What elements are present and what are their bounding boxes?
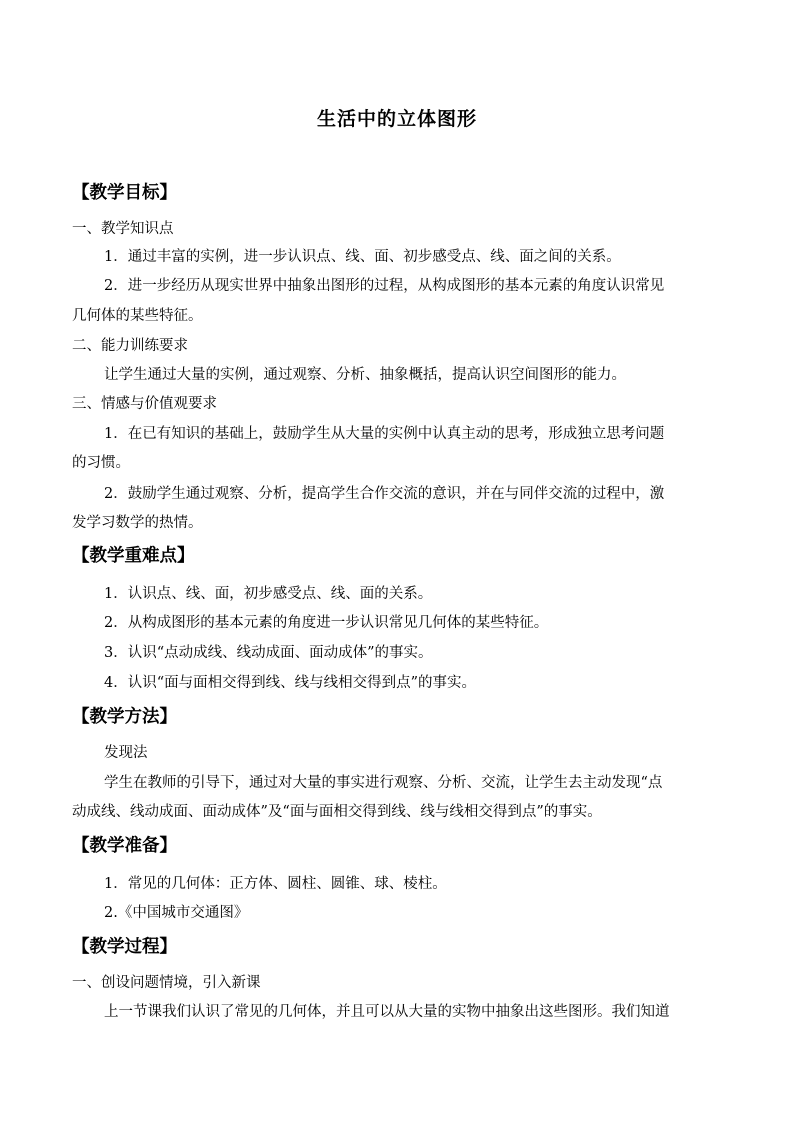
list-item: 2.《中国城市交通图》 <box>104 905 249 921</box>
paragraph: 学生在教师的引导下，通过对大量的事实进行观察、分析、交流，让学生去主动发现“点 <box>104 775 663 791</box>
section-heading-process: 【教学过程】 <box>72 937 177 957</box>
paragraph: 1．通过丰富的实例，进一步认识点、线、面、初步感受点、线、面之间的关系。 <box>104 249 621 265</box>
paragraph-continuation: 的习惯。 <box>72 455 130 471</box>
section-heading-methods: 【教学方法】 <box>72 707 177 727</box>
section-heading-key-points: 【教学重难点】 <box>72 546 195 566</box>
paragraph-continuation: 动成线、线动成面、面动成体”及“面与面相交得到线、线与线相交得到点”的事实。 <box>72 804 602 820</box>
paragraph: 发现法 <box>104 745 148 761</box>
section-heading-preparation: 【教学准备】 <box>72 836 177 856</box>
subheading-ability: 二、能力训练要求 <box>72 338 188 354</box>
subheading-introduction: 一、创设问题情境，引入新课 <box>72 975 261 991</box>
paragraph-continuation: 发学习数学的热情。 <box>72 515 203 531</box>
list-item: 1．常见的几何体：正方体、圆柱、圆锥、球、棱柱。 <box>104 876 447 892</box>
list-item: 2．从构成图形的基本元素的角度进一步认识常见几何体的某些特征。 <box>104 615 549 631</box>
paragraph: 让学生通过大量的实例，通过观察、分析、抽象概括，提高认识空间图形的能力。 <box>104 367 626 383</box>
list-item: 4．认识“面与面相交得到线、线与线相交得到点”的事实。 <box>104 675 477 691</box>
section-heading-objectives: 【教学目标】 <box>72 183 177 203</box>
subheading-emotion-values: 三、情感与价值观要求 <box>72 396 217 412</box>
page-title: 生活中的立体图形 <box>316 108 477 130</box>
subheading-knowledge-points: 一、教学知识点 <box>72 221 174 237</box>
paragraph: 2．进一步经历从现实世界中抽象出图形的过程，从构成图形的基本元素的角度认识常见 <box>104 278 665 294</box>
paragraph-continuation: 几何体的某些特征。 <box>72 308 203 324</box>
list-item: 3．认识“点动成线、线动成面、面动成体”的事实。 <box>104 645 433 661</box>
paragraph: 上一节课我们认识了常见的几何体，并且可以从大量的实物中抽象出这些图形。我们知道 <box>104 1004 670 1020</box>
list-item: 1．认识点、线、面，初步感受点、线、面的关系。 <box>104 586 433 602</box>
paragraph: 1．在已有知识的基础上，鼓励学生从大量的实例中认真主动的思考，形成独立思考问题 <box>104 426 665 442</box>
paragraph: 2．鼓励学生通过观察、分析，提高学生合作交流的意识，并在与同伴交流的过程中，激 <box>104 486 665 502</box>
